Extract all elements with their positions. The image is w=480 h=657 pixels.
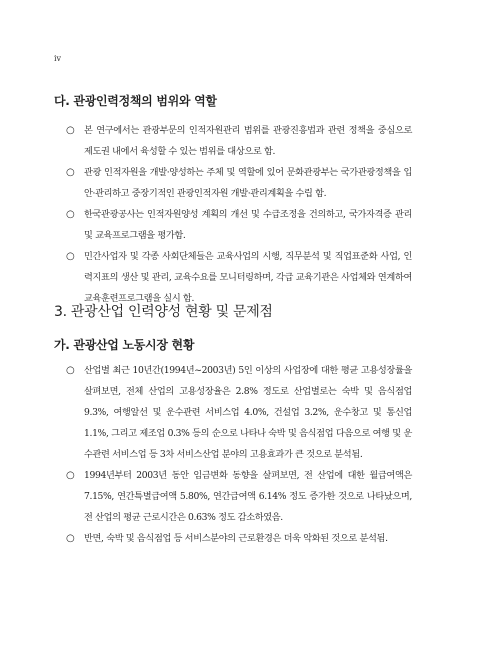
list-item-text: 한국관광공사는 인적자원양성 계획의 개선 및 수급조정을 건의하고, 국가자격증 관리 및 교육프로그램을 평가함.	[84, 209, 412, 241]
list-item	[66, 465, 412, 528]
list-item	[66, 246, 412, 309]
bullet-icon: ○	[66, 533, 75, 544]
bullet-icon: ○	[66, 251, 75, 262]
scope-role-list	[66, 120, 412, 309]
section-heading-labor-market: 가. 관광산업 노동시장 현황	[54, 338, 195, 352]
bullet-icon: ○	[66, 209, 75, 220]
list-item-text: 관광 인적자원을 개발·양성하는 주체 및 역할에 있어 문화관광부는 국가관광정책을 입안·관리하고 중장기적인 관광인적자원 개발·관리계획을 수립 함.	[84, 167, 412, 199]
section-heading-scope-and-role: 다. 관광인력정책의 범위와 역할	[54, 94, 217, 108]
page-number: iv	[54, 54, 62, 63]
list-item	[66, 360, 412, 465]
labor-market-list	[66, 360, 412, 549]
list-item-text: 산업별 최근 10년간(1994년~2003년) 5인 이상의 사업장에 대한 평균 고용성장률을 살펴보면, 전체 산업의 고용성장율은 2.8% 정도로 산업별로는 숙박 및 음식점업 9.3%, 여행알선 및 운수관련 서비스업 4.0%, 건설업 3.2%, 운수창고 및 통신업 1.1%, 그리고 제조업 0.3% 등의 순으로 나타나 숙박 및 음식점업 다음으로 여행 및 운수관련 서비스업 등 3차 서비스산업 분야의 고용효과가 큰 것으로 분석됨.	[84, 365, 412, 460]
bullet-icon: ○	[66, 125, 75, 136]
list-item	[66, 528, 412, 549]
bullet-icon: ○	[66, 470, 75, 481]
list-item	[66, 204, 412, 246]
bullet-icon: ○	[66, 167, 75, 178]
list-item-text: 민간사업자 및 각종 사회단체들은 교육사업의 시행, 직무분석 및 직업표준화 사업, 인력지표의 생산 및 관리, 교육수요를 모니터링하며, 각급 교육기관은 사업체와 연계하여 교육훈련프로그램을 실시 함.	[84, 251, 412, 304]
list-item	[66, 120, 412, 162]
list-item-text: 본 연구에서는 관광부문의 인적자원관리 범위를 관광진흥법과 관련 정책을 중심으로 제도권 내에서 육성할 수 있는 범위를 대상으로 함.	[84, 125, 412, 157]
list-item-text: 반면, 숙박 및 음식점업 등 서비스분야의 근로환경은 더욱 악화된 것으로 분석됨.	[84, 533, 388, 544]
section-title-3: 3. 관광산업 인력양성 현황 및 문제점	[54, 304, 273, 320]
list-item	[66, 162, 412, 204]
bullet-icon: ○	[66, 365, 75, 376]
list-item-text: 1994년부터 2003년 동안 임금변화 동향을 살펴보면, 전 산업에 대한 월급여액은 7.15%, 연간특별급여액 5.80%, 연간급여액 6.14% 정도 증가한 것으로 나타났으며, 전 산업의 평균 근로시간은 0.63% 정도 감소하였음.	[84, 470, 412, 523]
